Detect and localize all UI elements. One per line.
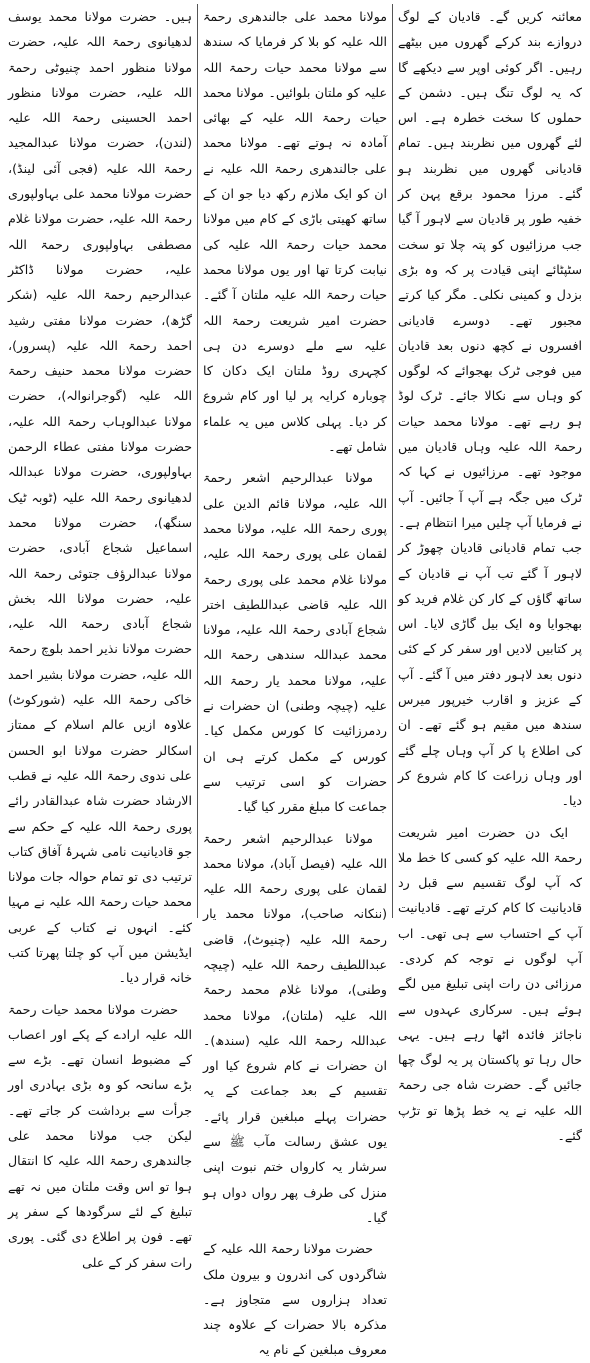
paragraph: ایک دن حضرت امیر شریعت رحمۃ اللہ علیہ کو کسی کا خط ملا کہ آپ لوگ تقسیم سے قبل رد قادیانیت کا کام کرتے تھے۔ قادیانیت آپ کے احتساب سے ہی تھی۔ اب آپ لوگوں نے توجہ کم کردی۔ مرزائی دن رات اپنی تبلیغ میں لگے ہوئے ہیں۔ سرکاری عہدوں سے ناجائز فائدہ اٹھا رہے ہیں۔ یہی حال رہا تو پاکستان پر یہ لوگ چھا جائیں گے۔ حضرت شاہ جی رحمۃ اللہ علیہ نے یہ خط پڑھا تو تڑپ گئے۔: [398, 824, 582, 1144]
paragraph: حضرت مولانا محمد حیات رحمۃ اللہ علیہ ارادے کے پکے اور اعصاب کے مضبوط انسان تھے۔ بڑے سے بڑے سانحہ کو وہ بڑی بہادری اور جرأت سے برداشت کر جاتے تھے۔ لیکن جب مولانا محمد علی جالندھری رحمۃ اللہ علیہ کا انتقال ہوا تو اس وقت ملتان میں نہ تھے تبلیغ کے لئے سرگودھا کے سفر پر تھے۔ فون پر اطلاع دی گئی۔ پوری رات سفر کر کے علی: [8, 1001, 192, 1270]
paragraph: ہیں۔ حضرت مولانا محمد یوسف لدھیانوی رحمۃ اللہ علیہ، حضرت مولانا منظور احمد چنیوٹی رحمۃ اللہ علیہ، حضرت مولانا منظور احمد الحسینی رحمۃ اللہ علیہ (لندن)، حضرت مولانا عبدالمجید رحمۃ اللہ علیہ (فجی آئی لینڈ)، حضرت مولانا محمد علی بہاولپوری رحمۃ اللہ علیہ، حضرت مولانا غلام مصطفی بہاولپوری رحمۃ اللہ علیہ، حضرت مولانا ڈاکٹر عبدالرحیم رحمۃ اللہ علیہ (شکر گڑھ)، حضرت مولانا مفتی رشید احمد رحمۃ اللہ علیہ (پسرور)، حضرت مولانا محمد حنیف رحمۃ اللہ علیہ (گوجرانوالہ)، حضرت مولانا عبدالوہاب رحمۃ اللہ علیہ، حضرت مولانا مفتی عطاء الرحمن بہاولپوری، حضرت مولانا عبداللہ لدھیانوی رحمۃ اللہ علیہ (ٹوبہ ٹیک سنگھ)، حضرت مولانا محمد اسماعیل شجاع آبادی، حضرت مولانا عبدالرؤف جتوئی رحمۃ اللہ علیہ، حضرت مولانا اللہ بخش شجاع آبادی رحمۃ اللہ علیہ، حضرت مولانا نذیر احمد بلوچ رحمۃ اللہ علیہ، حضرت مولانا بشیر احمد خاکی رحمۃ اللہ علیہ (شورکوٹ) علاوہ ازیں عالم اسلام کے ممتاز اسکالر حضرت مولانا ابو الحسن علی ندوی رحمۃ اللہ علیہ نے قطب الارشاد حضرت شاہ عبدالقادر رائے پوری رحمۃ اللہ علیہ کے حکم سے جو قادیانیت نامی شہرۂ آفاق کتاب ترتیب دی تو تمام حوالہ جات مولانا محمد حیات رحمۃ اللہ علیہ نے مہیا کئے۔ انہوں نے کتاب کے عربی ایڈیشن میں آپ کو چلتا پھرتا کتب خانہ قرار دیا۔: [8, 9, 192, 986]
paragraph: مولانا عبدالرحیم اشعر رحمۃ اللہ علیہ (فیصل آباد)، مولانا محمد لقمان علی پوری رحمۃ اللہ علیہ (ننکانہ صاحب)، مولانا محمد یار رحمۃ اللہ علیہ (چنیوٹ)، قاضی عبداللطیف رحمۃ اللہ علیہ (چیچہ وطنی)، مولانا غلام محمد رحمۃ اللہ علیہ (ملتان)، مولانا محمد عبداللہ رحمۃ اللہ علیہ (سندھ)۔ ان حضرات نے کام شروع کیا اور تقسیم کے بعد جماعت کے یہ حضرات پہلے مبلغین قرار پائے۔ یوں عشق رسالت مآب ﷺ سے سرشار یہ کارواں ختم نبوت اپنی منزل کی طرف پھر رواں دواں ہو گیا۔: [203, 830, 387, 1225]
column-left: [3, 4, 197, 1270]
paragraph: معائنہ کریں گے۔ قادیان کے لوگ دروازے بند کرکے گھروں میں بیٹھے رہیں۔ اگر کوئی اوپر سے دیکھے گا کہ یہ لوگ تنگ ہیں۔ دشمن کے حملوں کا سخت خطرہ ہے۔ اس لئے گھروں میں نظربند ہیں۔ تمام قادیانی گھروں میں نظربند ہو گئے۔ مرزا محمود برقع پہن کر خفیہ طور پر قادیان سے لاہور آ گیا جب مرزائیوں کو پتہ چلا تو سخت سٹپٹائے اپنی قیادت پر کہ وہ بڑی بزدل و کمینی نکلی۔ مگر کیا کرتے مجبور تھے۔ دوسرے قادیانی افسروں نے کچھ دنوں بعد قادیان میں فوجی ٹرک بھجوائے کہ لوگوں کو وہاں سے نکالا جائے۔ ٹرک لوڈ ہو رہے تھے۔ مولانا محمد حیات رحمۃ اللہ علیہ وہاں قادیان میں موجود تھے۔ مرزائیوں نے کہا کہ ٹرک میں جگہ ہے آپ آ جائیں۔ آپ نے فرمایا آپ چلیں میرا انتظام ہے۔ جب تمام قادیانی قادیان چھوڑ کر لاہور آ گئے تب آپ نے قادیان کے ساتھ گاؤں کے کار کن غلام فرید کو بھجوایا وہ ایک بیل گاڑی لایا۔ اس پر کتابیں لادیں اور سفر کر کے کئی دنوں بعد لاہور دفتر میں آ گئے۔ آپ کے عزیز و اقارب خیرپور میرس سندھ میں مقیم ہو گئے تھے۔ ان کی اطلاع پا کر آپ وہاں چلے گئے اور وہاں زراعت کا کام شروع کر دیا۔: [398, 9, 582, 809]
paragraph: مولانا عبدالرحیم اشعر رحمۃ اللہ علیہ، مولانا قائم الدین علی پوری رحمۃ اللہ علیہ، مولانا محمد لقمان علی پوری رحمۃ اللہ علیہ، مولانا غلام محمد علی پوری رحمۃ اللہ علیہ قاضی عبداللطیف اختر شجاع آبادی رحمۃ اللہ علیہ، مولانا محمد عبداللہ سندھی رحمۃ اللہ علیہ، مولانا محمد یار رحمۃ اللہ علیہ (چیچہ وطنی) ان حضرات نے ردمرزائیت کا کورس مکمل کیا۔ کورس کے مکمل کرتے ہی ان حضرات کو اسی ترتیب سے جماعت کا مبلغ مقرر کیا گیا۔: [203, 470, 387, 815]
column-middle: [198, 4, 392, 1358]
paragraph: مولانا محمد علی جالندھری رحمۃ اللہ علیہ کو بلا کر فرمایا کہ سندھ سے مولانا محمد حیات رحمۃ اللہ علیہ کو ملتان بلوائیں۔ مولانا محمد حیات رحمۃ اللہ علیہ کے بھائی آمادہ نہ ہوتے تھے۔ مولانا محمد علی جالندھری رحمۃ اللہ علیہ نے ان کو ایک ملازم رکھ دیا جو ان کے ساتھ کھیتی باڑی کے کام میں مولانا محمد حیات رحمۃ اللہ علیہ کی نیابت کرتا تھا اور یوں مولانا محمد حیات رحمۃ اللہ علیہ ملتان آ گئے۔ حضرت امیر شریعت رحمۃ اللہ علیہ سے ملے دوسرے دن ہی کچہری روڈ ملتان ایک دکان کا چوبارہ کرایہ پر لیا اور کام شروع کر دیا۔ پہلی کلاس میں یہ علماء شامل تھے۔: [203, 9, 387, 455]
column-right: [393, 4, 587, 1144]
paragraph: حضرت مولانا رحمۃ اللہ علیہ کے شاگردوں کی اندرون و بیرون ملک تعداد ہزاروں سے متجاوز ہے۔ مذکرہ بالا حضرات کے علاوہ چند معروف مبلغین کے نام یہ: [203, 1241, 387, 1358]
